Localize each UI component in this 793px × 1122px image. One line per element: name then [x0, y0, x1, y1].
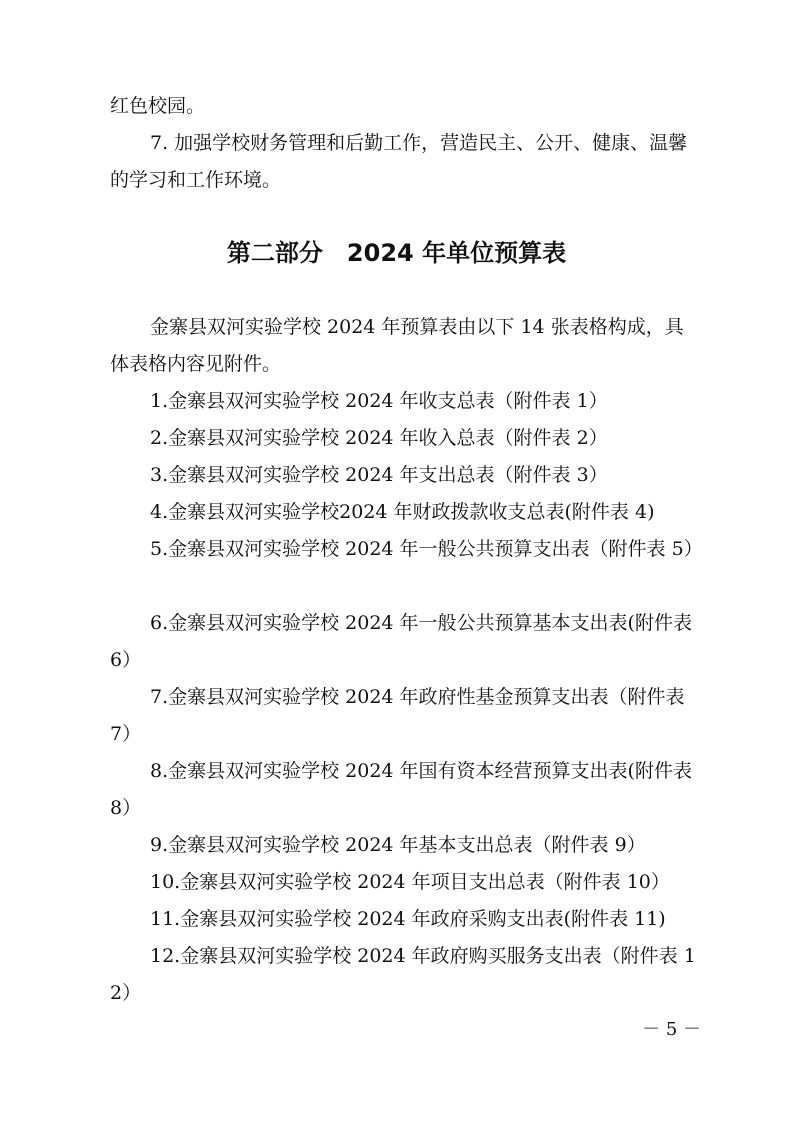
list-item: 9.金寨县双河实验学校 2024 年基本支出总表（附件表 9） [150, 834, 646, 856]
list-item: 10.金寨县双河实验学校 2024 年项目支出总表（附件表 10） [150, 871, 670, 893]
list-item: 3.金寨县双河实验学校 2024 年支出总表（附件表 3） [150, 464, 608, 486]
paragraph-item-7: 7. 加强学校财务管理和后勤工作，营造民主、公开、健康、温馨的学习和工作环境。 [110, 132, 688, 191]
list-item: 12.金寨县双河实验学校 2024 年政府购买服务支出表（附件表 12） [110, 945, 696, 1004]
intro-paragraph: 金寨县双河实验学校 2024 年预算表由以下 14 张表格构成，具体表格内容见附件。 [110, 316, 684, 375]
list-item: 2.金寨县双河实验学校 2024 年收入总表（附件表 2） [150, 427, 608, 449]
list-item: 7.金寨县双河实验学校 2024 年政府性基金预算支出表（附件表 7） [110, 686, 691, 745]
list-item: 4.金寨县双河实验学校2024 年财政拨款收支总表(附件表 4) [150, 501, 655, 523]
list-item: 6.金寨县双河实验学校 2024 年一般公共预算基本支出表(附件表 6） [110, 612, 699, 671]
section-heading: 第二部分 2024 年单位预算表 [226, 239, 567, 267]
paragraph-continuation: 红色校园。 [110, 95, 206, 117]
list-item: 11.金寨县双河实验学校 2024 年政府采购支出表(附件表 11) [150, 908, 666, 930]
list-item: 1.金寨县双河实验学校 2024 年收支总表（附件表 1） [150, 390, 608, 412]
list-item: 5.金寨县双河实验学校 2024 年一般公共预算支出表（附件表 5） [150, 538, 703, 560]
page-number: － 5 － [642, 1019, 701, 1040]
list-item: 8.金寨县双河实验学校 2024 年国有资本经营预算支出表(附件表 8） [110, 760, 699, 819]
